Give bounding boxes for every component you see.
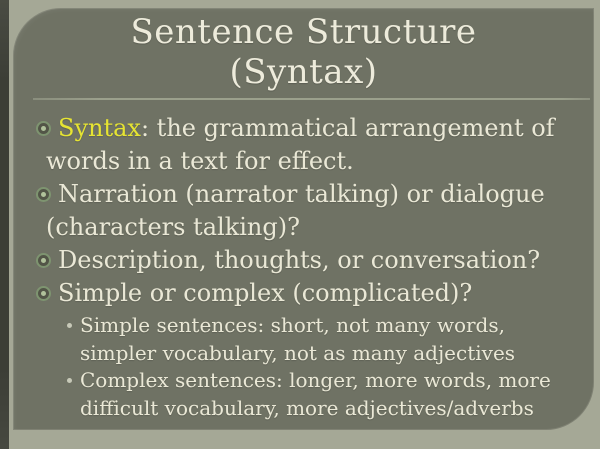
dot-bullet-icon — [67, 323, 72, 328]
title-line-1: Sentence Structure — [130, 12, 477, 52]
sub-bullet-list — [36, 312, 582, 422]
bullet-text: Description, thoughts, or conversation? — [58, 246, 541, 274]
bullet-rest-text: : the grammatical arrangement of words in a text for effect. — [46, 114, 555, 175]
syntax-term: Syntax — [58, 114, 141, 142]
bullet-item-simple-complex — [36, 277, 582, 310]
bullet-item-narration — [36, 178, 582, 244]
bullet-text: Narration (narrator talking) or dialogue (characters talking)? — [46, 180, 545, 241]
bullet-text: Simple or complex (complicated)? — [58, 279, 473, 307]
sub-bullet-text: Complex sentences: longer, more words, more difficult vocabulary, more adjectives/adverbs — [80, 368, 551, 420]
bullet-item-syntax — [36, 112, 582, 178]
sub-bullet-item-complex — [36, 367, 582, 422]
slide-body — [13, 112, 594, 422]
circle-bullet-icon — [36, 286, 51, 301]
dot-bullet-icon — [67, 378, 72, 383]
title-divider — [33, 98, 590, 100]
sub-bullet-item-simple — [36, 312, 582, 367]
left-accent-bar — [0, 0, 9, 449]
bullet-item-description — [36, 244, 582, 277]
circle-bullet-icon — [36, 121, 51, 136]
sub-bullet-text: Simple sentences: short, not many words, simpler vocabulary, not as many adjectives — [80, 313, 516, 365]
bullet-text — [46, 112, 582, 178]
title-line-2: (Syntax) — [229, 52, 378, 92]
slide-panel — [13, 8, 594, 430]
circle-bullet-icon — [36, 253, 51, 268]
circle-bullet-icon — [36, 187, 51, 202]
slide-title — [13, 8, 594, 92]
